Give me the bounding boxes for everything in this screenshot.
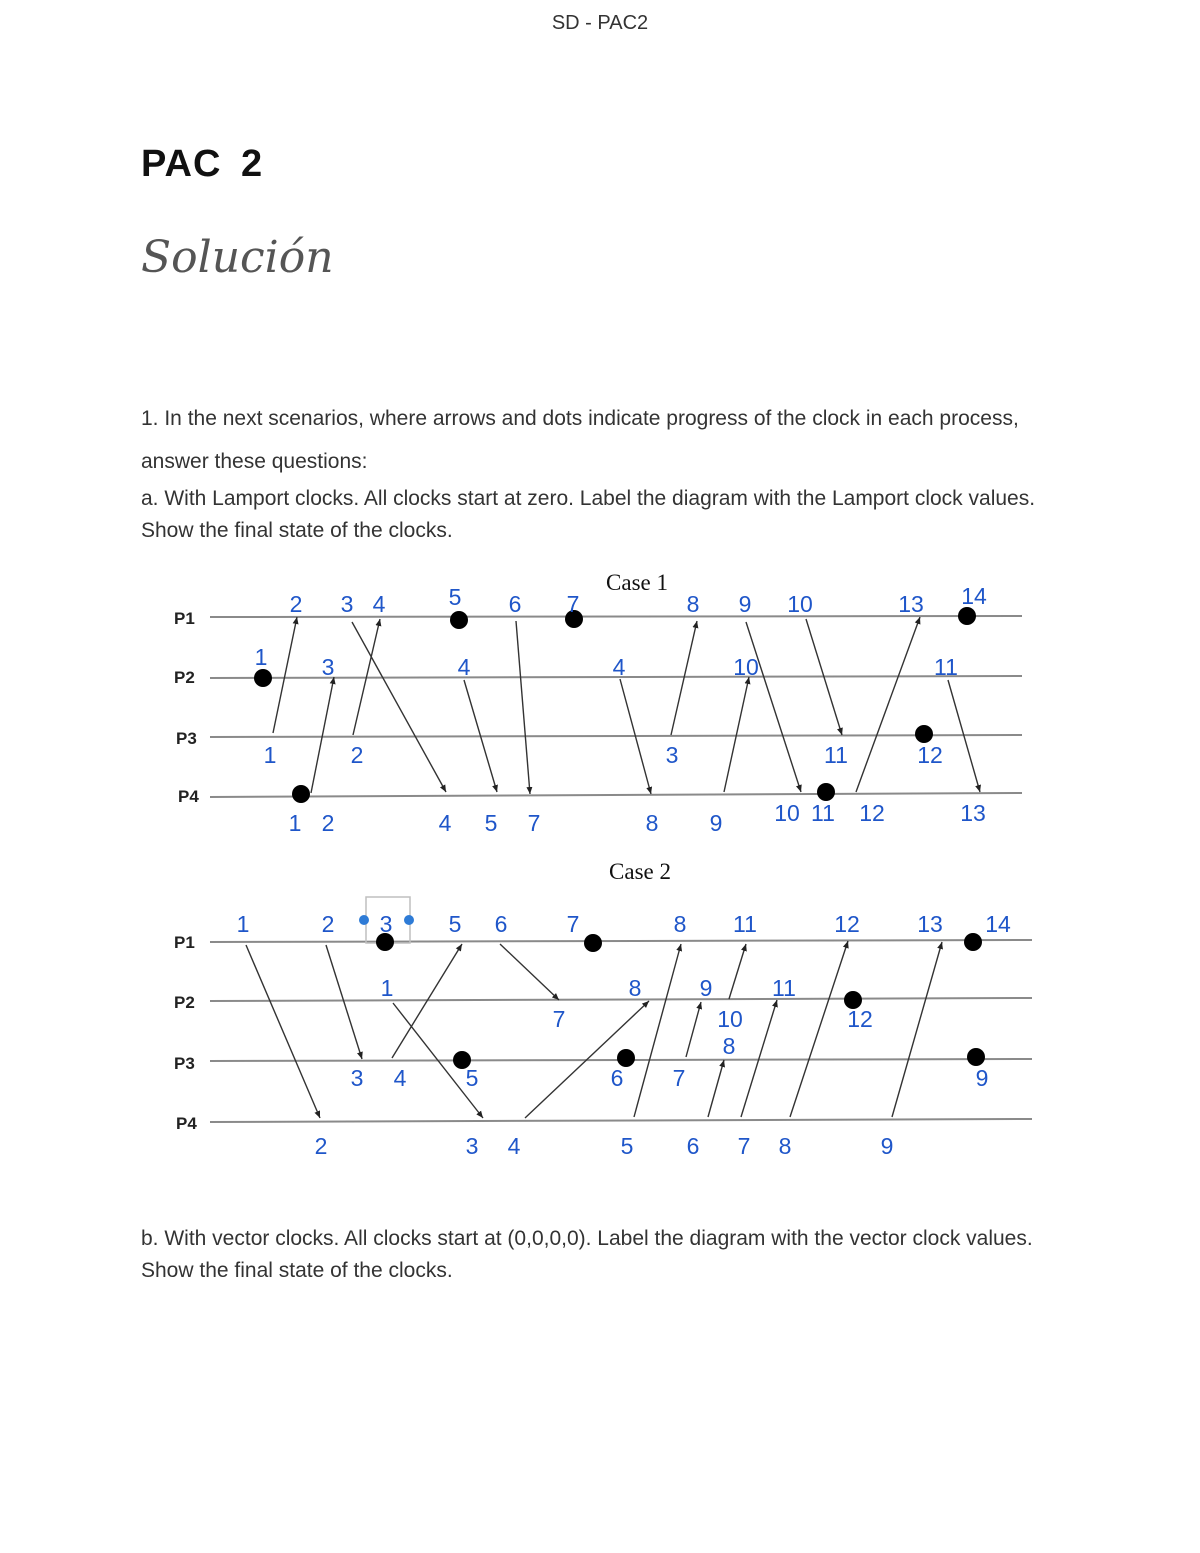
timeline-p2 (210, 998, 1032, 1001)
question-1-text: 1. In the next scenarios, where arrows and dots indicate progress of the clock in each process, answer these questions: (141, 407, 1019, 473)
clock-value-p4: 10 (774, 800, 800, 826)
clock-value-p2: 1 (254, 644, 268, 670)
clock-value-p1: 5 (448, 584, 462, 610)
case-1-title: Case 1 (606, 570, 668, 595)
clock-value-p4: 11 (811, 800, 835, 826)
clock-value-p2: 11 (772, 975, 796, 1001)
clock-value-p1: 6 (508, 591, 522, 617)
clock-value-p1: 8 (673, 911, 687, 937)
process-label-p1: P1 (174, 609, 195, 628)
clock-value-p1: 13 (917, 911, 943, 937)
message-arrow (246, 945, 320, 1118)
clock-value-p1: 7 (566, 591, 580, 617)
message-arrow (273, 617, 297, 733)
clock-value-p2: 1 (380, 975, 394, 1001)
clock-value-p1: 14 (961, 583, 987, 609)
message-arrow (500, 944, 559, 1000)
message-arrow (892, 942, 942, 1117)
clock-value-p4: 6 (686, 1133, 700, 1159)
clock-value-p1: 9 (738, 591, 752, 617)
clock-value-p3: 9 (975, 1065, 989, 1091)
clock-value-p1: 3 (379, 911, 393, 937)
clock-value-p3: 7 (672, 1065, 686, 1091)
clock-value-p3: 11 (824, 742, 848, 768)
message-arrow (724, 677, 749, 792)
process-label-p3: P3 (174, 1054, 195, 1073)
clock-value-p2: 7 (552, 1006, 566, 1032)
local-event-dot (967, 1048, 985, 1066)
timeline-p3 (210, 735, 1022, 737)
message-arrow (516, 621, 530, 794)
clock-value-p1: 2 (289, 591, 303, 617)
message-arrow (741, 1000, 777, 1117)
page-subtitle: Solución (141, 232, 334, 283)
message-arrow (352, 622, 446, 792)
clock-value-p4: 5 (620, 1133, 634, 1159)
clock-value-p4: 9 (709, 810, 723, 836)
clock-value-p3: 8 (722, 1033, 736, 1059)
page-title: PAC 2 (141, 143, 264, 185)
process-label-p4: P4 (176, 1114, 197, 1133)
clock-value-p4: 9 (880, 1133, 894, 1159)
question-a-text: a. With Lamport clocks. All clocks start at zero. Label the diagram with the Lamport clock values. Show the final state of the clocks. (141, 487, 1036, 542)
clock-value-p1: 6 (494, 911, 508, 937)
clock-value-p1: 10 (787, 591, 813, 617)
process-label-p2: P2 (174, 993, 195, 1012)
case-2-title: Case 2 (609, 859, 671, 884)
message-arrow (708, 1060, 724, 1117)
message-arrow (686, 1002, 701, 1057)
clock-value-p1: 14 (985, 911, 1011, 937)
clock-value-p2: 10 (733, 654, 759, 680)
clock-value-p4: 7 (527, 810, 541, 836)
clock-value-p1: 13 (898, 591, 924, 617)
clock-value-p4: 2 (314, 1133, 328, 1159)
message-arrow (326, 945, 362, 1059)
clock-value-p2: 4 (457, 654, 471, 680)
clock-value-p4: 4 (438, 810, 452, 836)
small-event-dot (359, 915, 369, 925)
local-event-dot (964, 933, 982, 951)
clock-value-p3: 2 (350, 742, 364, 768)
timeline-p4 (210, 793, 1022, 797)
clock-value-p3: 3 (665, 742, 679, 768)
clock-value-p3: 5 (465, 1065, 479, 1091)
clock-value-p2: 4 (612, 654, 626, 680)
local-event-dot (958, 607, 976, 625)
clock-value-p2: 8 (628, 975, 642, 1001)
process-label-p1: P1 (174, 933, 195, 952)
clock-value-p4: 12 (859, 800, 885, 826)
process-label-p3: P3 (176, 729, 197, 748)
local-event-dot (584, 934, 602, 952)
message-arrow (856, 617, 920, 792)
local-event-dot (292, 785, 310, 803)
message-arrow (790, 941, 848, 1117)
process-label-p2: P2 (174, 668, 195, 687)
clock-value-p4: 1 (288, 810, 302, 836)
clock-value-p1: 5 (448, 911, 462, 937)
clock-value-p4: 5 (484, 810, 498, 836)
local-event-dot (254, 669, 272, 687)
clock-value-p2: 9 (699, 975, 713, 1001)
timeline-p4 (210, 1119, 1032, 1122)
clock-value-p3: 4 (393, 1065, 407, 1091)
message-arrow (729, 944, 746, 999)
clock-value-p1: 2 (321, 911, 335, 937)
clock-value-p3: 1 (263, 742, 277, 768)
clock-value-p4: 13 (960, 800, 986, 826)
message-arrow (634, 944, 681, 1117)
clock-value-p2: 10 (717, 1006, 743, 1032)
clock-value-p4: 7 (737, 1133, 751, 1159)
clock-value-p1: 12 (834, 911, 860, 937)
clock-value-p2: 12 (847, 1006, 873, 1032)
clock-value-p4: 3 (465, 1133, 479, 1159)
clock-value-p4: 8 (778, 1133, 792, 1159)
clock-value-p2: 11 (934, 654, 958, 680)
timeline-p1 (210, 940, 1032, 942)
message-arrow (311, 677, 334, 793)
small-event-dot (404, 915, 414, 925)
local-event-dot (450, 611, 468, 629)
clock-value-p4: 4 (507, 1133, 521, 1159)
process-label-p4: P4 (178, 787, 199, 806)
clock-value-p1: 1 (236, 911, 250, 937)
clock-value-p2: 3 (321, 654, 335, 680)
message-arrow (746, 622, 801, 792)
clock-value-p3: 6 (610, 1065, 624, 1091)
clock-value-p1: 11 (733, 911, 757, 937)
question-b-text: b. With vector clocks. All clocks start at (0,0,0,0). Label the diagram with the vector clock values. Show the final state of the clocks. (141, 1227, 1033, 1282)
message-arrow (671, 621, 697, 735)
clock-value-p3: 12 (917, 742, 943, 768)
page-header: SD - PAC2 (551, 12, 649, 34)
clock-value-p4: 2 (321, 810, 335, 836)
case-2-diagram (174, 859, 1032, 1159)
clock-value-p3: 3 (350, 1065, 364, 1091)
clock-value-p1: 8 (686, 591, 700, 617)
clock-value-p1: 3 (340, 591, 354, 617)
case-1-diagram (174, 570, 1022, 836)
clock-value-p4: 8 (645, 810, 659, 836)
clock-value-p1: 4 (372, 591, 386, 617)
local-event-dot (817, 783, 835, 801)
clock-value-p1: 7 (566, 911, 580, 937)
local-event-dot (915, 725, 933, 743)
